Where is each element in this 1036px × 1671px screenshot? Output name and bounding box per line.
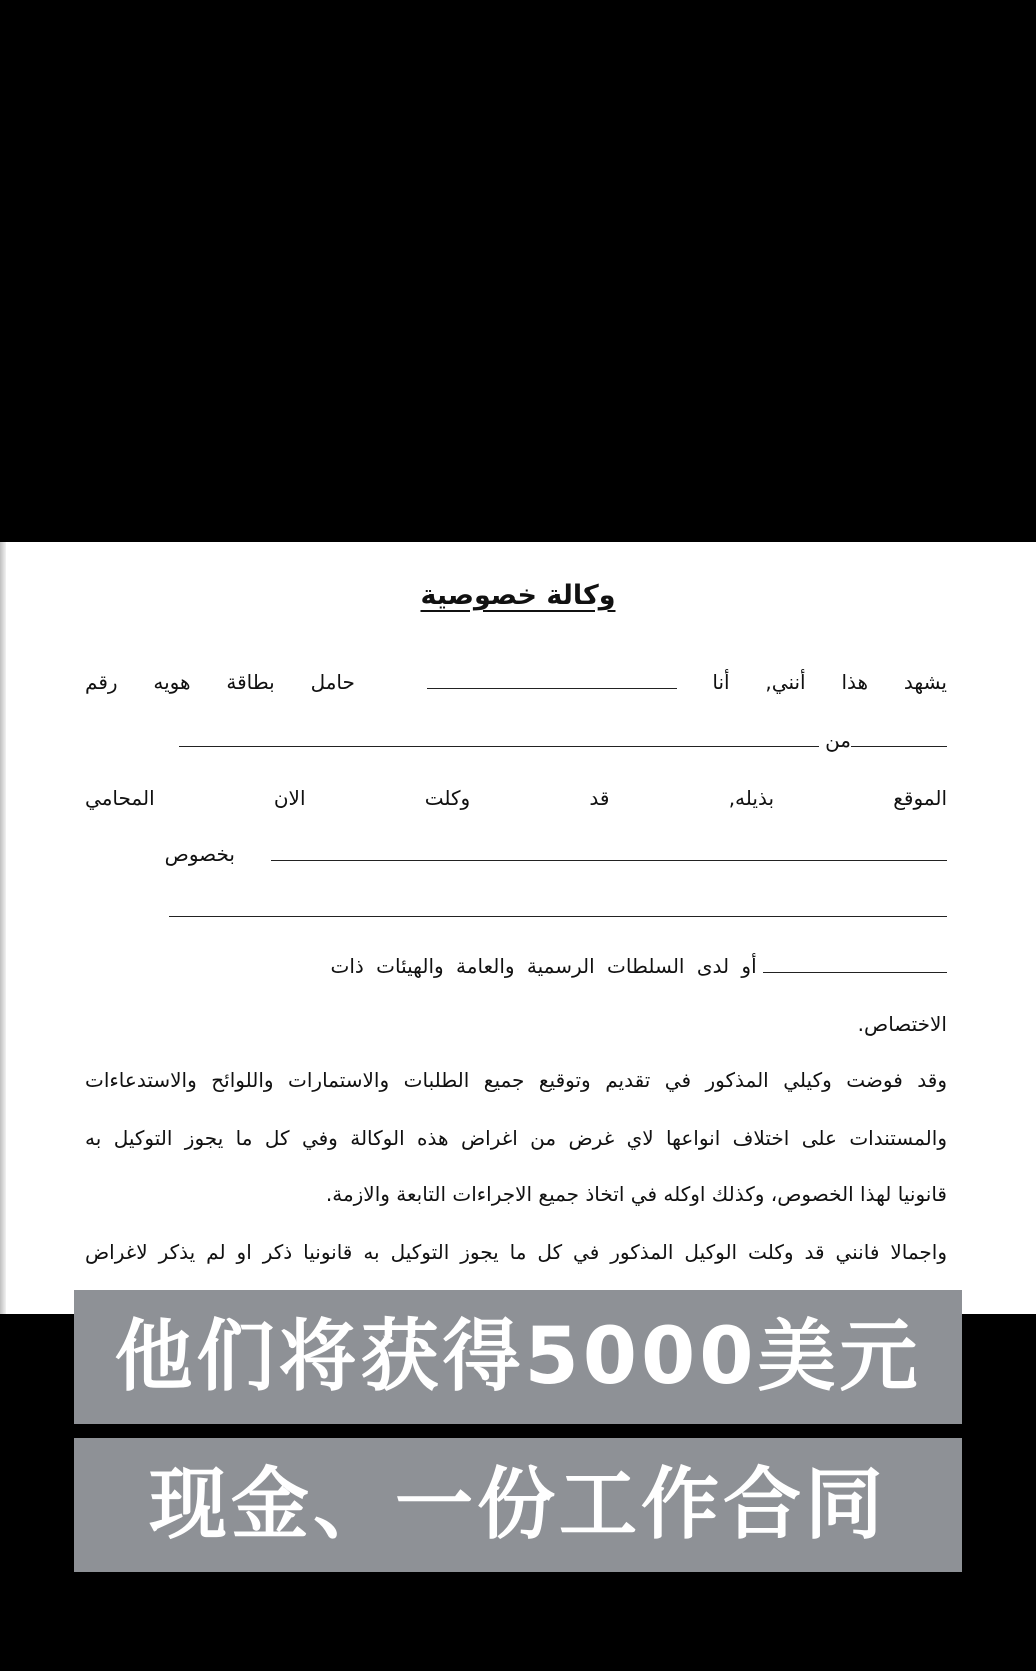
word: الموقع (893, 786, 947, 810)
subject-blank-2 (763, 954, 947, 973)
origin-blank (179, 728, 819, 747)
word: وكلت (424, 786, 471, 810)
word: يشهد (903, 670, 947, 694)
lawyer-name-blank (271, 842, 947, 861)
word: بذيله, (728, 786, 775, 810)
caption-line-1: 他们将获得5000美元 (74, 1290, 962, 1424)
word: رقم (85, 670, 118, 694)
word: هذا (841, 670, 869, 694)
id-number-blank (851, 728, 947, 747)
word: بطاقة (226, 670, 275, 694)
text-line-5 (85, 898, 947, 922)
text-content: أو لدى السلطات الرسمية والعامة والهيئات ذات (330, 954, 757, 978)
word: حامل (310, 670, 355, 694)
word: هويه (153, 670, 191, 694)
name-blank (427, 670, 677, 689)
text-line-3 (85, 786, 947, 810)
word: قد (589, 786, 610, 810)
text-line-8: وقد فوضت وكيلي المذكور في تقديم وتوقيع جميع الطلبات والاستمارات واللوائح والاستدعاءات (85, 1068, 947, 1092)
word: الان (273, 786, 306, 810)
word: أنني, (765, 670, 806, 694)
text-line-9: والمستندات على اختلاف انواعها لاي غرض من اغراض هذه الوكالة وفي كل ما يجوز التوكيل به (85, 1126, 947, 1150)
caption-line-2: 现金、一份工作合同 (74, 1438, 962, 1572)
document-title: وكالة خصوصية (420, 580, 616, 611)
text-line-11: واجمالا فانني قد وكلت الوكيل المذكور في كل ما يجوز التوكيل به قانونيا ذكر او لم يذكر لاغراض (85, 1240, 947, 1264)
word: من (825, 728, 851, 752)
word: أنا (712, 670, 730, 694)
text-line-6 (85, 954, 947, 978)
page-edge-shadow (0, 542, 6, 1314)
subject-blank (169, 898, 947, 917)
text-line-10: قانونيا لهذا الخصوص، وكذلك اوكله في اتخاذ جميع الاجراءات التابعة والازمة. (325, 1182, 947, 1206)
text-line-2 (85, 728, 947, 752)
word: المحامي (85, 786, 155, 810)
text-line-1 (85, 670, 947, 694)
text-line-4 (85, 842, 947, 866)
text-line-7: الاختصاص. (857, 1012, 947, 1036)
word: بخصوص (164, 842, 235, 866)
document-page (0, 542, 1036, 1314)
